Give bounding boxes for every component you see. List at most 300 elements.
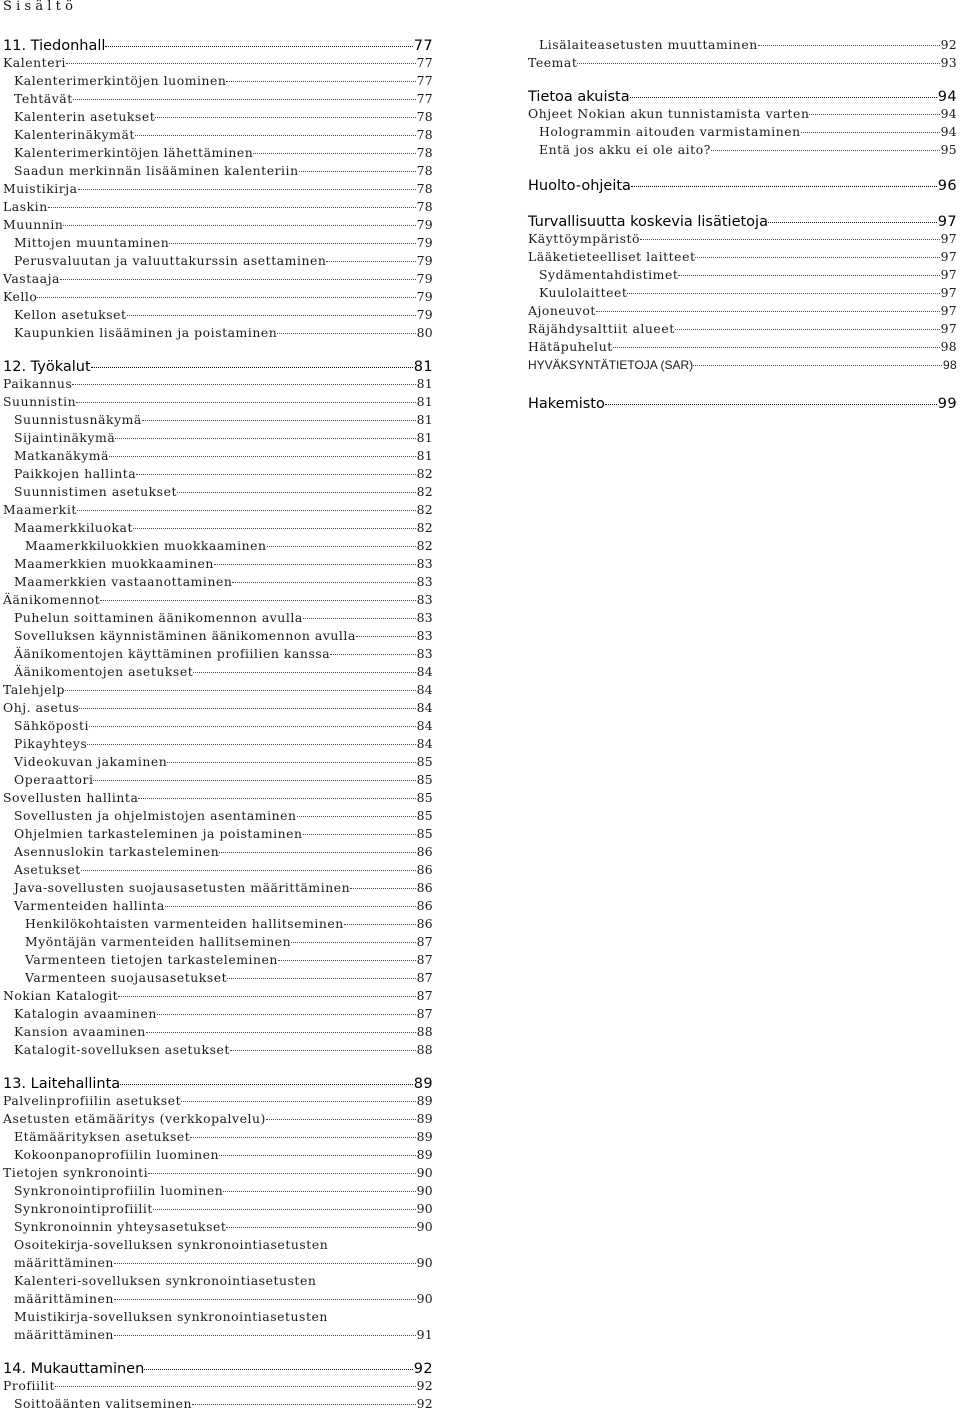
dot-leader: [81, 870, 416, 871]
toc-page-number: 81: [416, 394, 433, 409]
dot-leader: [675, 329, 940, 330]
toc-entry: [14, 126, 433, 144]
toc-page-number: 92: [413, 1361, 433, 1377]
toc-entry-title: 12. Työkalut: [3, 359, 91, 375]
dot-leader: [278, 960, 416, 961]
dot-leader: [118, 996, 415, 997]
dot-leader: [613, 347, 940, 348]
toc-entry-title: Matkanäkymä: [14, 448, 110, 463]
toc-entry-title: määrittäminen: [14, 1327, 114, 1342]
toc-entry: [539, 141, 957, 159]
toc-entry-title: Asetukset: [14, 862, 81, 877]
toc-page-number: 78: [416, 109, 433, 124]
toc-entry-title: Asennuslokin tarkasteleminen: [14, 844, 220, 859]
toc-entry-title: Muistikirja: [3, 181, 78, 196]
toc-entry: [14, 252, 433, 270]
dot-leader: [148, 1173, 415, 1174]
toc-entry-title: Java-sovellusten suojausasetusten määrittäminen: [14, 880, 351, 895]
toc-section-heading: [3, 36, 433, 56]
toc-page-number: 89: [416, 1093, 433, 1108]
toc-entry: [3, 501, 433, 519]
toc-entry-title: Etämäärityksen asetukset: [14, 1129, 191, 1144]
toc-page-number: 87: [416, 952, 433, 967]
toc-page-number: 90: [416, 1165, 433, 1180]
toc-page-number: 82: [416, 484, 433, 499]
toc-entry-title: Laskin: [3, 199, 48, 214]
toc-page-number: 90: [416, 1201, 433, 1216]
toc-entry: [528, 54, 957, 72]
toc-entry-title: Vastaaja: [3, 271, 60, 286]
toc-page-number: 89: [413, 1076, 433, 1092]
dot-leader: [630, 97, 937, 98]
toc-entry-title: Käyttöympäristö: [528, 231, 641, 246]
toc-entry-title: Kalenterimerkintöjen lähettäminen: [14, 145, 254, 160]
toc-entry: [25, 951, 433, 969]
toc-entry-title: Maamerkkiluokkien muokkaaminen: [25, 538, 267, 553]
toc-entry-title: Hätäpuhelut: [528, 339, 613, 354]
toc-entry: [14, 627, 433, 645]
dot-leader: [60, 279, 416, 280]
toc-page-number: 90: [416, 1291, 433, 1306]
dot-leader: [640, 239, 940, 240]
dot-leader: [219, 852, 415, 853]
toc-entry: [3, 216, 433, 234]
toc-page-number: 82: [416, 538, 433, 553]
toc-page-number: 98: [940, 339, 957, 354]
toc-entry: [14, 483, 433, 501]
dot-leader: [758, 45, 940, 46]
toc-page-number: 80: [416, 325, 433, 340]
toc-entry-title: Saadun merkinnän lisääminen kalenteriin: [14, 163, 299, 178]
toc-page-number: 77: [416, 73, 433, 88]
toc-entry-title: Katalogit-sovelluksen asetukset: [14, 1042, 230, 1057]
dot-leader: [91, 367, 413, 368]
toc-entry: [25, 537, 433, 555]
toc-page-number: 82: [416, 466, 433, 481]
toc-entry: [14, 663, 433, 681]
toc-page-number: 97: [940, 321, 957, 336]
dot-leader: [768, 222, 937, 223]
toc-entry: [14, 1236, 433, 1254]
toc-entry: [14, 717, 433, 735]
toc-entry-title: Soittoäänten valitseminen: [14, 1396, 193, 1411]
toc-entry-title: Sovellusten hallinta: [3, 790, 139, 805]
toc-entry-title: Kellon asetukset: [14, 307, 127, 322]
toc-entry: [14, 645, 433, 663]
toc-entry: [14, 879, 433, 897]
dot-leader: [326, 261, 415, 262]
toc-entry: [3, 288, 433, 306]
dot-leader: [55, 1386, 416, 1387]
toc-page-number: 87: [416, 934, 433, 949]
dot-leader: [146, 1032, 416, 1033]
toc-entry-title: Äänikomentojen asetukset: [14, 664, 194, 679]
toc-entry-title: Kalenteri-sovelluksen synkronointiasetusten: [14, 1273, 317, 1288]
toc-entry: [14, 807, 433, 825]
toc-entry-title: Talehjelp: [3, 682, 65, 697]
toc-entry: [3, 198, 433, 216]
dot-leader: [87, 744, 415, 745]
toc-entry: [14, 753, 433, 771]
dot-leader: [214, 564, 416, 565]
toc-entry-title: Mittojen muuntaminen: [14, 235, 170, 250]
dot-leader: [114, 1299, 416, 1300]
toc-page-number: 97: [940, 303, 957, 318]
toc-entry-title: Entä jos akku ei ole aito?: [539, 142, 711, 157]
dot-leader: [230, 1050, 416, 1051]
toc-entry: [14, 234, 433, 252]
toc-page-number: 87: [416, 988, 433, 1003]
toc-page-number: 90: [416, 1183, 433, 1198]
dot-leader: [127, 315, 416, 316]
dot-leader: [226, 1227, 415, 1228]
toc-entry: [25, 969, 433, 987]
dot-leader: [809, 114, 939, 115]
toc-entry-title: Varmenteen suojausasetukset: [25, 970, 228, 985]
toc-page-number: 97: [940, 231, 957, 246]
toc-entry-title: Turvallisuutta koskevia lisätietoja: [528, 214, 768, 230]
toc-page-number: 83: [416, 574, 433, 589]
toc-entry: [14, 1326, 433, 1344]
toc-entry-title: Hakemisto: [528, 396, 605, 412]
dot-leader: [63, 225, 415, 226]
toc-page-number: 79: [416, 217, 433, 232]
toc-entry-title: Kokoonpanoprofiilin luominen: [14, 1147, 220, 1162]
dot-leader: [711, 150, 940, 151]
toc-entry: [3, 1377, 433, 1395]
toc-entry-title: Perusvaluutan ja valuuttakurssin asettaminen: [14, 253, 327, 268]
toc-page-number: 89: [416, 1111, 433, 1126]
toc-entry-title: Operaattori: [14, 772, 94, 787]
dot-leader: [350, 888, 415, 889]
toc-page-number: 86: [416, 898, 433, 913]
page-title: Sisältö: [3, 0, 78, 14]
dot-leader: [167, 762, 415, 763]
toc-entry-title: Tehtävät: [14, 91, 73, 106]
dot-leader: [181, 1101, 416, 1102]
dot-leader: [291, 942, 415, 943]
toc-page-number: 78: [416, 127, 433, 142]
toc-page-number: 83: [416, 556, 433, 571]
toc-entry: [14, 843, 433, 861]
toc-entry-title: Varmenteiden hallinta: [14, 898, 165, 913]
toc-page-number: 83: [416, 646, 433, 661]
toc-entry-title: Suunnistimen asetukset: [14, 484, 177, 499]
toc-page-number: 85: [416, 772, 433, 787]
toc-page-number: 92: [416, 1396, 433, 1411]
dot-leader: [303, 834, 416, 835]
toc-entry: [539, 266, 957, 284]
toc-page-number: 97: [940, 267, 957, 282]
dot-leader: [695, 257, 939, 258]
toc-page-number: 84: [416, 718, 433, 733]
dot-leader: [138, 798, 415, 799]
toc-entry-title: Palvelinprofiilin asetukset: [3, 1093, 182, 1108]
toc-entry-title: 13. Laitehallinta: [3, 1076, 121, 1092]
toc-entry: [14, 573, 433, 591]
toc-entry-title: Teemat: [528, 55, 578, 70]
toc-page-number: 83: [416, 610, 433, 625]
toc-entry: [14, 1182, 433, 1200]
toc-entry: [3, 987, 433, 1005]
dot-leader: [344, 924, 416, 925]
toc-entry-title: Kansion avaaminen: [14, 1024, 146, 1039]
toc-entry-title: Lääketieteelliset laitteet: [528, 249, 696, 264]
dot-leader: [299, 171, 416, 172]
toc-entry: [14, 609, 433, 627]
toc-entry-title: Huolto-ohjeita: [528, 178, 631, 194]
toc-entry-title: Äänikomentojen käyttäminen profiilien kanssa: [14, 646, 331, 661]
toc-entry-title: Kalenteri: [3, 55, 67, 70]
toc-entry-title: Videokuvan jakaminen: [14, 754, 168, 769]
toc-entry: [25, 915, 433, 933]
toc-entry-title: Profiilit: [3, 1378, 56, 1393]
toc-entry: [14, 108, 433, 126]
toc-entry-title: Lisälaiteasetusten muuttaminen: [539, 37, 758, 52]
toc-page-number: 81: [413, 359, 433, 375]
toc-page-number: 90: [416, 1255, 433, 1270]
dot-leader: [144, 1369, 412, 1370]
toc-entry: [14, 1128, 433, 1146]
toc-entry-title: Paikannus: [3, 376, 73, 391]
toc-entry-title: Sähköposti: [14, 718, 90, 733]
dot-leader: [37, 297, 415, 298]
toc-entry: [528, 356, 957, 374]
toc-page-number: 79: [416, 271, 433, 286]
toc-entry-title: Paikkojen hallinta: [14, 466, 137, 481]
dot-leader: [120, 1084, 413, 1085]
dot-leader: [596, 311, 940, 312]
toc-entry: [14, 447, 433, 465]
toc-page-number: 98: [943, 358, 957, 372]
toc-page-number: 81: [416, 430, 433, 445]
toc-page-number: 78: [416, 181, 433, 196]
dot-leader: [169, 243, 415, 244]
toc-entry-title: Kalenterin asetukset: [14, 109, 156, 124]
toc-entry: [3, 180, 433, 198]
toc-entry-title: Maamerkkiluokat: [14, 520, 133, 535]
dot-leader: [105, 46, 412, 47]
dot-leader: [266, 1119, 416, 1120]
dot-leader: [267, 546, 416, 547]
toc-entry-title: Hologrammin aitouden varmistaminen: [539, 124, 801, 139]
toc-entry-title: Synkronointiprofiilit: [14, 1201, 153, 1216]
toc-entry: [14, 1290, 433, 1308]
dot-leader: [190, 1137, 415, 1138]
toc-entry: [539, 123, 957, 141]
toc-entry-title: Suunnistin: [3, 394, 77, 409]
toc-entry-title: määrittäminen: [14, 1291, 114, 1306]
toc-page-number: 83: [416, 628, 433, 643]
toc-page-number: 79: [416, 235, 433, 250]
dot-leader: [193, 672, 415, 673]
dot-leader: [65, 690, 416, 691]
toc-entry-title: HYVÄKSYNTÄTIETOJA (SAR): [528, 358, 694, 372]
toc-page-number: 94: [940, 124, 957, 139]
toc-page-number: 97: [940, 249, 957, 264]
toc-entry: [528, 105, 957, 123]
toc-entry-title: Ajoneuvot: [528, 303, 596, 318]
toc-entry: [3, 789, 433, 807]
toc-entry-title: Pikayhteys: [14, 736, 88, 751]
dot-leader: [297, 816, 416, 817]
dot-leader: [114, 1263, 416, 1264]
dot-leader: [801, 132, 940, 133]
toc-entry: [25, 933, 433, 951]
toc-entry: [14, 1041, 433, 1059]
toc-page-number: 84: [416, 736, 433, 751]
dot-leader: [136, 474, 415, 475]
dot-leader: [115, 438, 415, 439]
toc-entry-title: Sijaintinäkymä: [14, 430, 116, 445]
toc-entry: [14, 861, 433, 879]
dot-leader: [77, 510, 416, 511]
toc-page-number: 84: [416, 700, 433, 715]
toc-entry: [14, 324, 433, 342]
toc-page-number: 92: [940, 37, 957, 52]
toc-entry-title: Synkronoinnin yhteysasetukset: [14, 1219, 227, 1234]
toc-entry: [14, 162, 433, 180]
toc-page-number: 87: [416, 970, 433, 985]
toc-section-heading: [528, 87, 957, 107]
toc-page-number: 82: [416, 502, 433, 517]
dot-leader: [631, 186, 937, 187]
toc-entry-title: Synkronointiprofiilin luominen: [14, 1183, 224, 1198]
toc-page-number: 78: [416, 199, 433, 214]
toc-entry: [3, 393, 433, 411]
toc-page-number: 79: [416, 307, 433, 322]
toc-entry: [14, 1254, 433, 1272]
toc-entry: [3, 681, 433, 699]
toc-entry-title: Tietoa akuista: [528, 89, 630, 105]
dot-leader: [93, 780, 415, 781]
toc-page-number: 92: [416, 1378, 433, 1393]
toc-page-number: 93: [940, 55, 957, 70]
dot-leader: [66, 63, 416, 64]
toc-page-number: 96: [937, 178, 957, 194]
toc-entry-title: määrittäminen: [14, 1255, 114, 1270]
toc-entry: [14, 1272, 433, 1290]
toc-section-heading: [528, 212, 957, 232]
toc-entry-title: Ohj. asetus: [3, 700, 80, 715]
toc-entry: [528, 230, 957, 248]
toc-page-number: 88: [416, 1024, 433, 1039]
dot-leader: [277, 333, 415, 334]
dot-leader: [100, 600, 415, 601]
toc-entry-title: Myöntäjän varmenteiden hallitseminen: [25, 934, 292, 949]
dot-leader: [89, 726, 416, 727]
toc-entry-title: Maamerkkien vastaanottaminen: [14, 574, 233, 589]
dot-leader: [177, 492, 416, 493]
toc-page-number: 77: [413, 38, 433, 54]
toc-page-number: 81: [416, 412, 433, 427]
toc-entry: [14, 465, 433, 483]
toc-page-number: 84: [416, 664, 433, 679]
toc-page-number: 88: [416, 1042, 433, 1057]
toc-entry: [14, 1308, 433, 1326]
toc-entry-title: Tietojen synkronointi: [3, 1165, 149, 1180]
toc-entry: [14, 1200, 433, 1218]
toc-page-number: 78: [416, 145, 433, 160]
toc-entry: [14, 771, 433, 789]
toc-page-number: 89: [416, 1147, 433, 1162]
toc-entry-title: Sovellusten ja ohjelmistojen asentaminen: [14, 808, 297, 823]
toc-entry-title: Ohjeet Nokian akun tunnistamista varten: [528, 106, 810, 121]
toc-entry: [14, 897, 433, 915]
toc-page-number: 81: [416, 376, 433, 391]
toc-entry-title: Varmenteen tietojen tarkasteleminen: [25, 952, 278, 967]
dot-leader: [142, 420, 416, 421]
toc-page-number: 94: [937, 89, 957, 105]
toc-section-heading: [528, 176, 957, 196]
toc-entry-title: Maamerkit: [3, 502, 77, 517]
toc-entry: [14, 519, 433, 537]
toc-entry-title: Räjähdysalttiit alueet: [528, 321, 675, 336]
toc-page-number: 84: [416, 682, 433, 697]
toc-entry: [14, 306, 433, 324]
dot-leader: [72, 384, 415, 385]
toc-page-number: 79: [416, 253, 433, 268]
toc-entry-title: Kalenterimerkintöjen luominen: [14, 73, 227, 88]
toc-entry-title: Kaupunkien lisääminen ja poistaminen: [14, 325, 278, 340]
dot-leader: [303, 618, 416, 619]
dot-leader: [678, 275, 939, 276]
toc-entry: [14, 1146, 433, 1164]
dot-leader: [78, 189, 416, 190]
toc-page-number: 77: [416, 55, 433, 70]
dot-leader: [153, 1209, 416, 1210]
toc-section-heading: [3, 1074, 433, 1094]
toc-page-number: 82: [416, 520, 433, 535]
toc-entry: [3, 1092, 433, 1110]
toc-entry: [539, 284, 957, 302]
toc-entry: [14, 411, 433, 429]
toc-entry: [14, 1005, 433, 1023]
toc-page-number: 85: [416, 754, 433, 769]
toc-entry-title: Osoitekirja-sovelluksen synkronointiasetusten: [14, 1237, 329, 1252]
toc-page-number: 89: [416, 1129, 433, 1144]
toc-page-number: 87: [416, 1006, 433, 1021]
dot-leader: [330, 654, 415, 655]
toc-entry: [3, 375, 433, 393]
toc-entry-title: Muistikirja-sovelluksen synkronointiasetusten: [14, 1309, 328, 1324]
toc-entry-title: 14. Mukauttaminen: [3, 1361, 145, 1377]
dot-leader: [356, 636, 416, 637]
toc-entry: [14, 144, 433, 162]
dot-leader: [155, 117, 415, 118]
toc-entry: [14, 1218, 433, 1236]
toc-entry-title: Sovelluksen käynnistäminen äänikomennon avulla: [14, 628, 356, 643]
toc-entry: [3, 699, 433, 717]
toc-page-number: 85: [416, 808, 433, 823]
toc-page-number: 79: [416, 289, 433, 304]
toc-page-number: 81: [416, 448, 433, 463]
dot-leader: [253, 153, 415, 154]
dot-leader: [192, 1404, 416, 1405]
toc-entry: [528, 302, 957, 320]
toc-section-heading: [3, 1359, 433, 1379]
toc-entry: [14, 735, 433, 753]
toc-section-heading: [3, 357, 433, 377]
toc-page-number: 97: [940, 285, 957, 300]
toc-page-number: 77: [416, 91, 433, 106]
toc-page-number: 85: [416, 826, 433, 841]
toc-entry: [3, 54, 433, 72]
dot-leader: [223, 1191, 415, 1192]
dot-leader: [48, 207, 416, 208]
toc-entry: [14, 72, 433, 90]
toc-page-number: 95: [940, 142, 957, 157]
